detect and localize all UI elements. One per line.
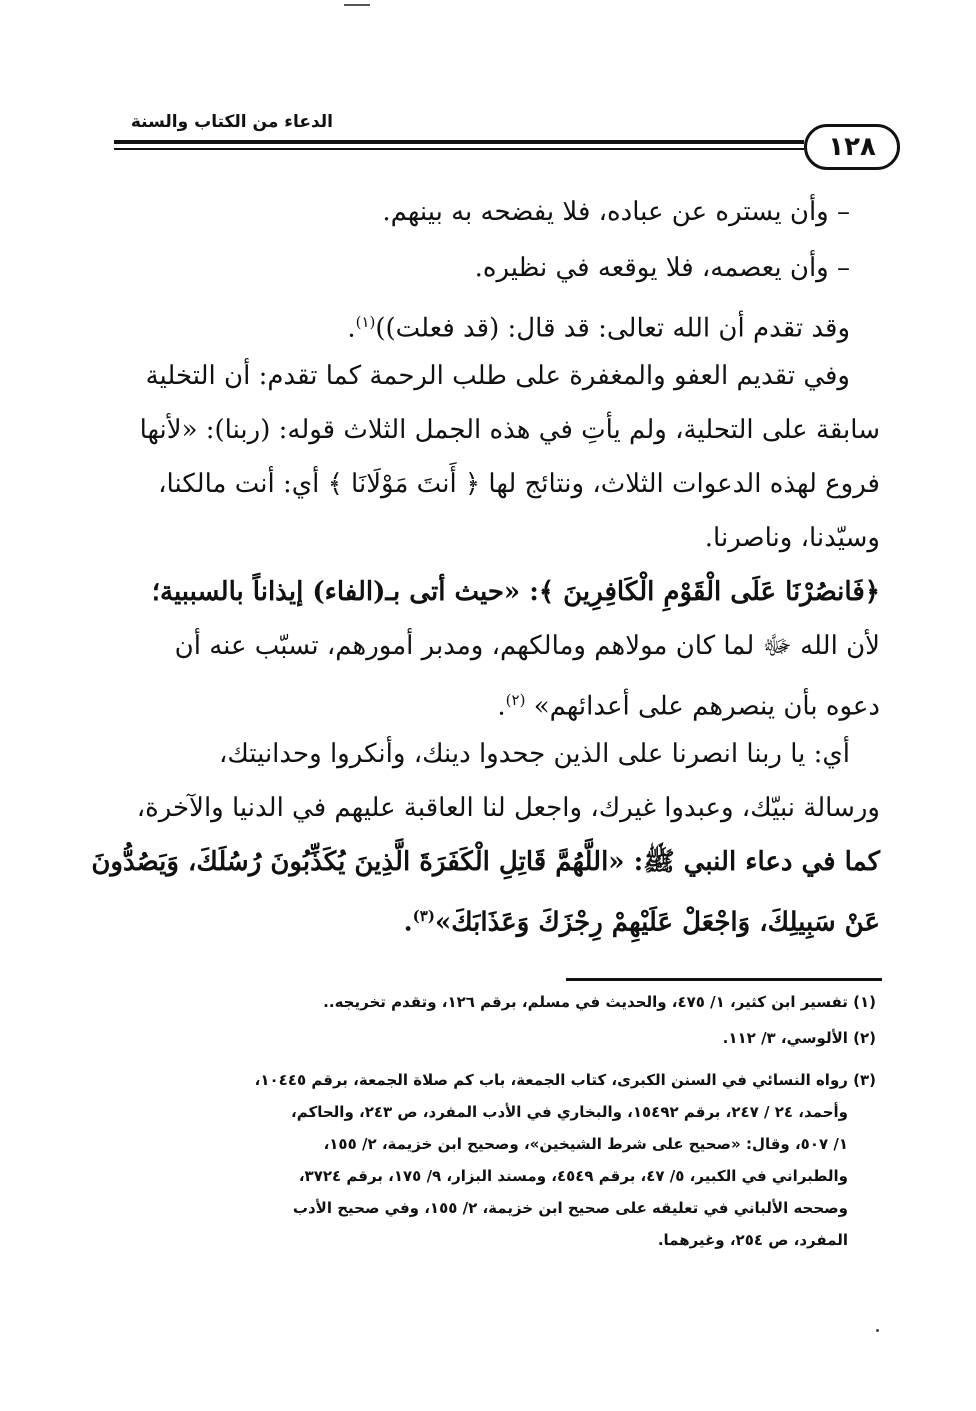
scan-mark	[344, 4, 370, 6]
footnote-ref-2: (٢)	[505, 691, 526, 709]
body-line-12: ورسالة نبيّك، وعبدوا غيرك، واجعل لنا العاقبة عليهم في الدنيا والآخرة،	[136, 793, 880, 823]
body-line-3: وقد تقدم أن الله تعالى: قد قال: (قد فعلت))$^{(١)}$.	[347, 313, 850, 344]
body-line-10-text: دعوه بأن ينصرهم على أعدائهم»	[533, 691, 880, 722]
body-line-10: دعوه بأن ينصرهم على أعدائهم» $^{(٢)}$.	[497, 691, 880, 722]
footnote-3-line-2: وأحمد، ٢٤ / ٢٤٧، برقم ١٥٤٩٢، والبخاري في الأدب المفرد، ص ٢٤٣، والحاكم،	[291, 1103, 848, 1121]
footnote-3-line-6: المفرد، ص ٢٥٤، وغيرهما.	[657, 1231, 848, 1249]
header-rule-thin	[114, 148, 804, 150]
footnote-separator	[566, 978, 882, 981]
footnote-ref-3: (٣)	[412, 907, 435, 925]
page-number: ١٢٨	[804, 124, 900, 170]
scan-speck	[876, 1329, 879, 1332]
header-rule-thick	[114, 140, 804, 144]
body-line-4: وفي تقديم العفو والمغفرة على طلب الرحمة كما تقدم: أن التخلية	[145, 361, 850, 391]
footnote-3-line-1: (٣) رواه النسائي في السنن الكبرى، كتاب الجمعة، باب كم صلاة الجمعة، برقم ١٠٤٤٥،	[254, 1071, 876, 1089]
body-line-14-text: عَنْ سَبِيلِكَ، وَاجْعَلْ عَلَيْهِمْ رِجْزَكَ وَعَذَابَكَ»	[434, 907, 880, 938]
footnote-2: (٢) الألوسي، ٣/ ١١٢.	[722, 1029, 876, 1047]
body-line-3-text: وقد تقدم أن الله تعالى: قد قال: (قد فعلت))	[375, 313, 850, 344]
running-header-title: الدعاء من الكتاب والسنة	[130, 112, 333, 132]
body-line-6: فروع لهذه الدعوات الثلاث، ونتائج لها ﴿ أَنتَ مَوْلَانَا ﴾ أي: أنت مالكنا،	[158, 469, 880, 499]
footnote-ref-1: (١)	[355, 313, 376, 331]
footnote-3-line-4: والطبراني في الكبير، ٥/ ٤٧، برقم ٤٥٤٩، ومسند البزار، ٩/ ١٧٥، برقم ٣٧٢٤،	[298, 1167, 848, 1185]
body-line-14: عَنْ سَبِيلِكَ، وَاجْعَلْ عَلَيْهِمْ رِجْزَكَ وَعَذَابَكَ»$^{(٣)}$.	[403, 907, 880, 938]
body-line-5: سابقة على التحلية، ولم يأتِ في هذه الجمل الثلاث قوله: (ربنا): «لأنها	[139, 415, 880, 445]
body-line-11: أي: يا ربنا انصرنا على الذين جحدوا دينك، وأنكروا وحدانيتك،	[218, 739, 850, 769]
body-line-8: ﴿فَانصُرْنَا عَلَى الْقَوْمِ الْكَافِرِينَ ﴾: «حيث أتى بـ(الفاء) إيذاناً بالسببية؛	[151, 577, 880, 607]
footnote-3-line-3: ١/ ٥٠٧، وقال: «صحيح على شرط الشيخين»، وصحيح ابن خزيمة، ٢/ ١٥٥،	[323, 1135, 848, 1153]
body-line-1: – وأن يستره عن عباده، فلا يفضحه به بينهم.	[382, 197, 850, 227]
footnote-3-line-5: وصححه الألباني في تعليقه على صحيح ابن خزيمة، ٢/ ١٥٥، وفي صحيح الأدب	[292, 1199, 848, 1217]
body-line-13: كما في دعاء النبي ﷺ: «اللَّهُمَّ قَاتِلِ الْكَفَرَةَ الَّذِينَ يُكَذِّبُونَ رُسُلَكَ، وَيَصُدُّونَ	[91, 847, 880, 877]
body-line-9: لأن الله ﷻ لما كان مولاهم ومالكهم، ومدبر أمورهم، تسبّب عنه أن	[174, 631, 880, 661]
body-line-7: وسيّدنا، وناصرنا.	[704, 523, 880, 553]
footnote-1: (١) تفسير ابن كثير، ١/ ٤٧٥، والحديث في مسلم، برقم ١٢٦، وتقدم تخريجه..	[323, 993, 876, 1011]
body-line-2: – وأن يعصمه، فلا يوقعه في نظيره.	[474, 253, 850, 283]
